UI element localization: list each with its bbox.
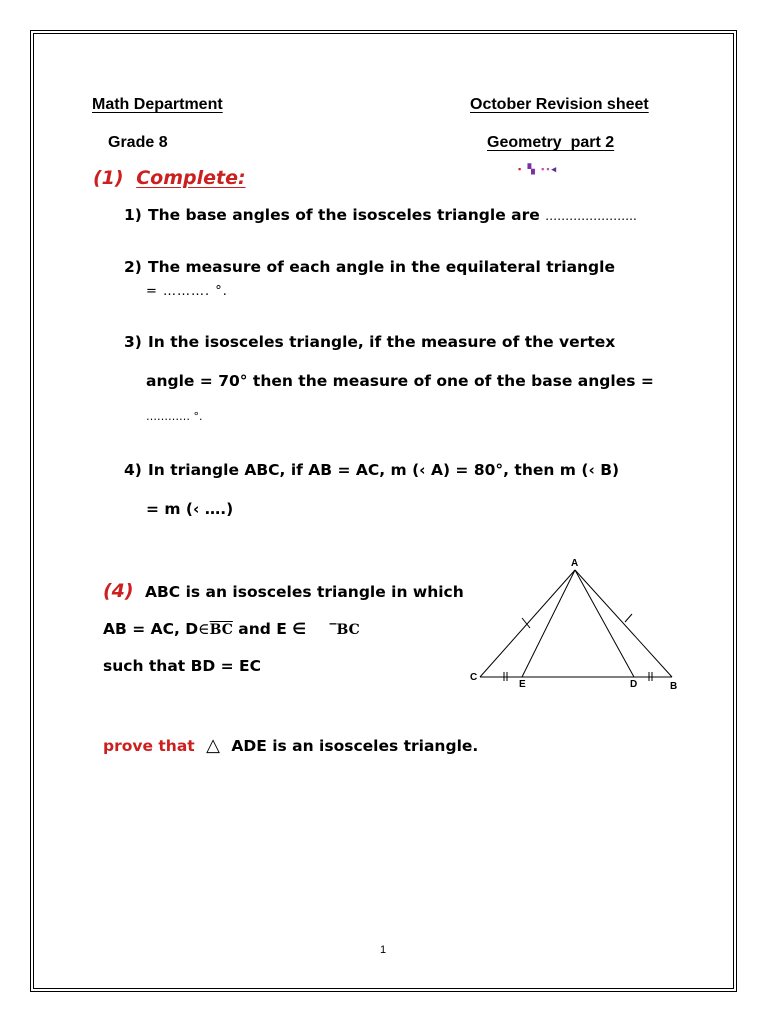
question-1 bbox=[124, 206, 637, 224]
segment-ad bbox=[575, 570, 634, 677]
label-d: D bbox=[630, 679, 638, 690]
question-text: The base angles of the isosceles triangle are bbox=[148, 206, 540, 224]
question-2-blank-line: = ………. °. bbox=[146, 284, 228, 299]
problem-text: AB = AC, D bbox=[103, 620, 199, 638]
segment-bc-second: ‾BC bbox=[329, 622, 360, 638]
triangle-figure bbox=[462, 552, 692, 697]
department-label: Math Department bbox=[92, 96, 223, 113]
question-number: 2) bbox=[124, 258, 142, 276]
question-number: 1) bbox=[124, 206, 142, 224]
section-1-number: (1) bbox=[93, 167, 124, 189]
section-4-line-3: such that BD = EC bbox=[103, 657, 262, 675]
prove-text: ADE is an isosceles triangle. bbox=[231, 737, 479, 755]
prove-line bbox=[103, 735, 478, 756]
section-4-line-2 bbox=[103, 620, 360, 638]
side-ab bbox=[575, 570, 672, 677]
section-4-number: (4) bbox=[103, 580, 134, 602]
tick-ab bbox=[625, 614, 632, 622]
question-text: In triangle ABC, if AB = AC, m (‹ A) = 80°, then m (‹ B) bbox=[148, 461, 620, 479]
question-3-blank-line: ………… °. bbox=[146, 410, 203, 423]
question-number: 3) bbox=[124, 333, 142, 351]
label-c: C bbox=[470, 672, 478, 683]
label-a: A bbox=[571, 558, 579, 569]
tick-ac bbox=[522, 618, 530, 628]
answer-blank: ………………….. bbox=[545, 209, 637, 223]
page-number: 1 bbox=[380, 944, 387, 956]
section-1-title: Complete: bbox=[136, 167, 246, 189]
grade-label: Grade 8 bbox=[108, 134, 168, 151]
question-4 bbox=[124, 461, 619, 479]
segment-ae bbox=[522, 570, 575, 677]
problem-text: and E ∈ bbox=[238, 620, 307, 638]
problem-text: ABC is an isosceles triangle in which bbox=[145, 583, 464, 601]
sheet-title: October Revision sheet bbox=[470, 96, 649, 113]
side-ac bbox=[480, 570, 575, 677]
section-4-line-1 bbox=[103, 580, 464, 602]
element-of-symbol: ∈ bbox=[198, 620, 210, 638]
scan-smudge-decoration: ▪ ▚ ▪▪◂ bbox=[518, 164, 559, 174]
question-4-line-2: = m (‹ ….) bbox=[146, 500, 234, 518]
segment-bc: $\overline{BC}$ bbox=[209, 622, 233, 638]
segment-bc-label: BC bbox=[336, 622, 360, 638]
prove-label: prove that bbox=[103, 737, 195, 755]
question-2 bbox=[124, 258, 615, 276]
question-text: The measure of each angle in the equilateral triangle bbox=[148, 258, 615, 276]
label-b: B bbox=[670, 681, 678, 692]
section-1-heading bbox=[93, 167, 246, 189]
question-number: 4) bbox=[124, 461, 142, 479]
question-3-line-2: angle = 70° then the measure of one of the base angles = bbox=[146, 372, 654, 390]
label-e: E bbox=[519, 679, 526, 690]
triangle-symbol: △ bbox=[206, 735, 220, 756]
question-text: In the isosceles triangle, if the measure of the vertex bbox=[148, 333, 616, 351]
question-3 bbox=[124, 333, 615, 351]
topic-label: Geometry part 2 bbox=[487, 134, 615, 151]
